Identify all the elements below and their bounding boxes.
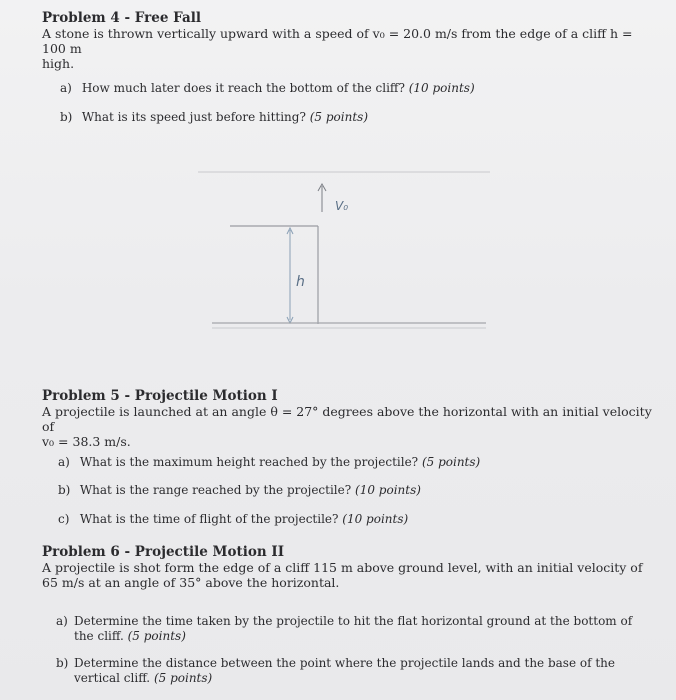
- problem-5-intro-line-1: A projectile is launched at an angle θ = 27° degrees above the horizontal with an initial velocity of: [42, 404, 652, 434]
- problem-5-intro-line-2: v₀ = 38.3 m/s.: [42, 434, 131, 449]
- problem-6-intro-line-1: A projectile is shot form the edge of a cliff 115 m above ground level, with an initial velocity of: [42, 560, 643, 575]
- problem-6-part-b: [56, 656, 656, 686]
- part-letter: a): [56, 614, 68, 628]
- problem-4-intro-line-2: high.: [42, 56, 75, 71]
- part-letter: b): [60, 110, 73, 124]
- problem-5: [42, 388, 654, 449]
- part-points: (5 points): [421, 455, 481, 469]
- part-question: What is the maximum height reached by the projectile?: [79, 455, 419, 469]
- problem-5-part-a: [58, 455, 480, 470]
- part-points: (10 points): [355, 483, 421, 497]
- velocity-label: V₀: [335, 199, 349, 213]
- part-letter: c): [58, 512, 70, 526]
- problem-5-part-c: [58, 512, 408, 527]
- problem-4-title: Problem 4 - Free Fall: [42, 10, 201, 26]
- problem-4-part-b: [60, 110, 368, 125]
- part-question: What is the range reached by the projectile?: [79, 483, 352, 497]
- part-question-line-1: Determine the time taken by the projectile to hit the flat horizontal ground at the bottom of: [74, 614, 633, 628]
- problem-6-intro-line-2: 65 m/s at an angle of 35° above the horizontal.: [42, 575, 340, 590]
- part-question-line-1: Determine the distance between the point where the projectile lands and the base of the: [74, 656, 616, 670]
- cliff-diagram: [190, 160, 500, 340]
- problem-4: [42, 10, 654, 71]
- part-points: (5 points): [309, 110, 368, 124]
- part-points: (5 points): [127, 629, 186, 643]
- part-question: How much later does it reach the bottom of the cliff?: [81, 81, 405, 95]
- part-letter: b): [56, 656, 69, 670]
- problem-6: [42, 544, 654, 590]
- problem-5-part-b: [58, 483, 421, 498]
- problem-6-part-a: [56, 614, 656, 644]
- part-letter: a): [58, 455, 70, 469]
- part-points: (10 points): [342, 512, 409, 526]
- problem-4-part-a: [60, 81, 475, 96]
- problem-6-title: Problem 6 - Projectile Motion II: [42, 544, 285, 560]
- part-question: What is its speed just before hitting?: [81, 110, 306, 124]
- part-letter: b): [58, 483, 71, 497]
- problem-5-title: Problem 5 - Projectile Motion I: [42, 388, 278, 404]
- part-letter: a): [60, 81, 72, 95]
- problem-4-intro-line-1: A stone is thrown vertically upward with a speed of v₀ = 20.0 m/s from the edge of a cliff h = 100 m: [42, 26, 633, 56]
- height-label: h: [296, 274, 305, 290]
- part-points: (10 points): [408, 81, 475, 95]
- part-question: What is the time of flight of the projectile?: [79, 512, 339, 526]
- part-points: (5 points): [153, 671, 213, 685]
- part-question-line-2: vertical cliff.: [74, 671, 151, 685]
- part-question-line-2: the cliff.: [74, 629, 124, 643]
